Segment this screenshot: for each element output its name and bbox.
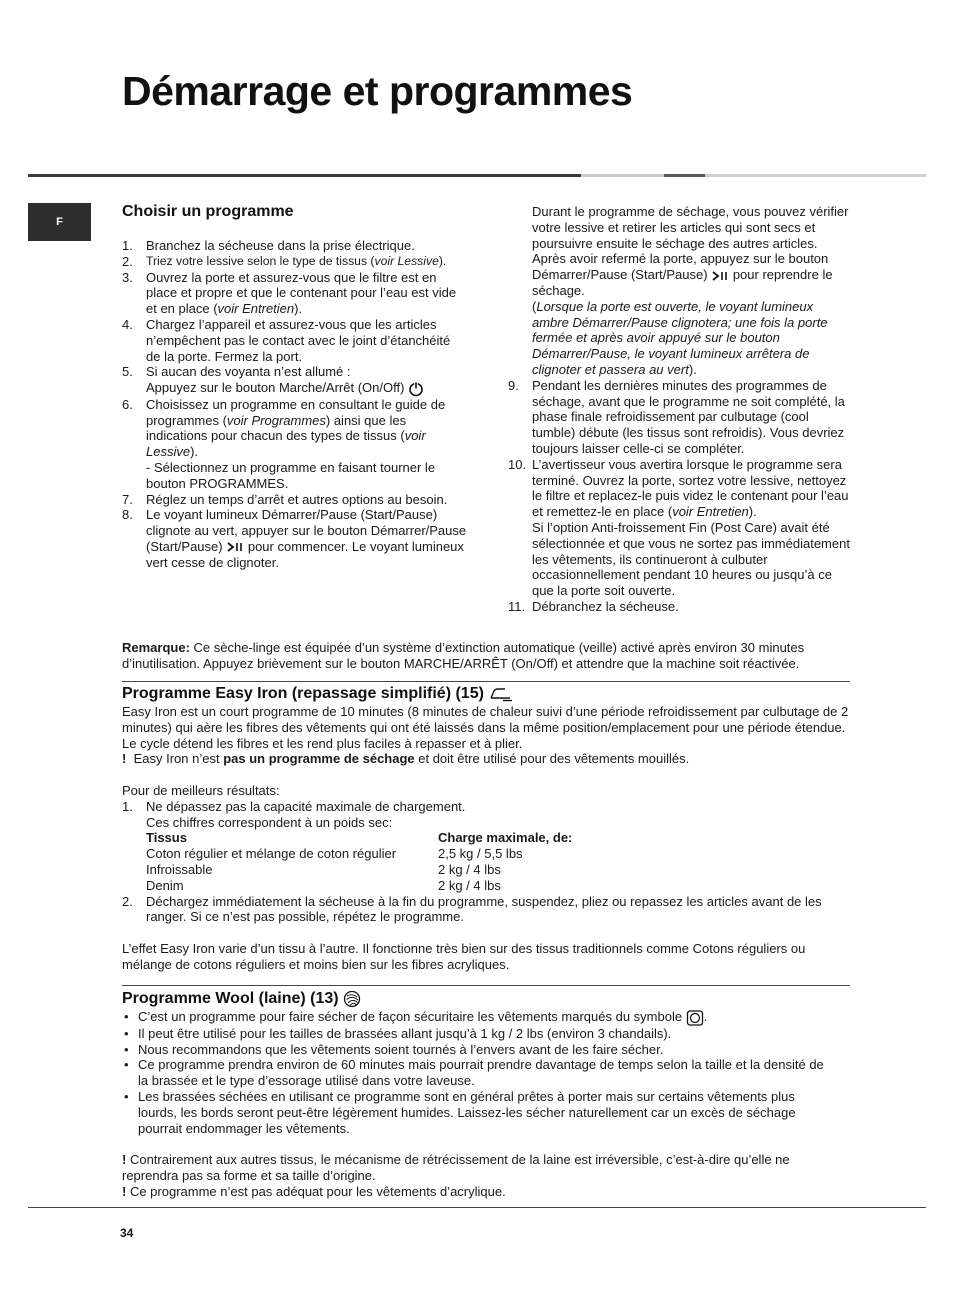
- table-row: Infroissable 2 kg / 4 lbs: [146, 861, 501, 877]
- choose-program-section: [122, 203, 467, 571]
- list-item: • Les brassées séchées en utilisant ce programme sont en général prêtes à porter mais sur certains vêtements plus lourds, les bords seront peut-être légèrement humides. Laissez-les sécher naturellement car un excès de séchage pourrait endommager les vêtements.: [122, 1089, 834, 1136]
- warning-note: ! Ce programme n’est pas adéquat pour les vêtements d’acrylique.: [122, 1183, 506, 1199]
- list-item: 2. Triez votre lessive selon le type de tissus (voir Lessive).: [122, 253, 447, 269]
- warning-note: ! Easy Iron n’est pas un programme de séchage et doit être utilisé pour des vêtements mouillés.: [122, 751, 690, 767]
- table-row: Denim 2 kg / 4 lbs: [146, 877, 501, 893]
- list-item: 1. Branchez la sécheuse dans la prise électrique.: [122, 238, 415, 253]
- list-item: 7. Réglez un temps d’arrêt et autres options au besoin.: [122, 491, 448, 507]
- start-pause-icon: [711, 270, 729, 282]
- section-divider: [122, 985, 850, 986]
- header-rule-segment: [705, 174, 926, 177]
- list-item: 3. Ouvrez la porte et assurez-vous que le filtre est en place et propre et que le contenant pour l’eau est vide et en place (voir Entretien).: [122, 269, 457, 317]
- wool-ball-icon: [343, 990, 361, 1008]
- steps-list: [122, 894, 822, 926]
- list-item: 8. Le voyant lumineux Démarrer/Pause (Start/Pause) clignote au vert, appuyer sur le bouton Démarrer/Pause (Start/Pause) pour commencer. Le voyant lumineux vert cesse de clignoter.: [122, 507, 467, 570]
- list-item: • C’est un programme pour faire sécher de façon sécuritaire les vêtements marqués du symbole .: [122, 1009, 834, 1026]
- list-item: 9. Pendant les dernières minutes des programmes de séchage, avant que le programme ne soit complété, la phase finale refroidissement par culbutage (cool tumble) débute (les tissus sont refroidis). Vous devriez toujours laisser celle-ci se compléter.: [508, 377, 845, 456]
- page-number: 34: [120, 1226, 134, 1240]
- remark: Remarque: Ce sèche-linge est équipée d’un système d’extinction automatique (veille) activé après environ 30 minutes d’inutilisation. Appuyez brièvement sur le bouton MARCHE/ARRÊT (On/Off) et attendre que la machine soit réactivée.: [122, 640, 805, 671]
- section-divider: [122, 681, 850, 682]
- language-badge: F: [28, 203, 91, 241]
- list-item: 2. Déchargez immédiatement la sécheuse à la fin du programme, suspendez, pliez ou repassez les articles avant de les ranger. Si ce n’est pas possible, répétez le programme.: [122, 893, 822, 925]
- list-item: • Nous recommandons que les vêtements soient tournés à l’envers avant de les faire sécher.: [122, 1042, 834, 1058]
- section-heading: Choisir un programme: [122, 203, 294, 220]
- section-heading: Programme Easy Iron (repassage simplifié) (15): [122, 685, 857, 703]
- power-icon: [408, 381, 424, 397]
- table-row: Coton régulier et mélange de coton régulier 2,5 kg / 5,5 lbs: [146, 846, 523, 862]
- iron-icon: [488, 686, 514, 702]
- load-capacity-table: [146, 830, 572, 893]
- wool-bullets: [122, 1009, 834, 1136]
- list-item: 1. Ne dépassez pas la capacité maximale de chargement. Ces chiffres correspondent à un poids sec:: [122, 798, 466, 830]
- step-8-continued: Durant le programme de séchage, vous pouvez vérifier votre lessive et retirer les articles qui sont secs et poursuivre ensuite le séchage des autres articles. Après avoir refermé la porte, appuyez sur le bouton Démarrer/Pause (Start/Pause) pour reprendre le séchage. (Lorsque la porte est ouverte, le voyant lumineux ambre Démarrer/Pause clignotera; une fois la porte fermée et après avoir appuyé sur le bouton Démarrer/Pause, le voyant lumineux arrêtera de clignoter et passera au vert).: [532, 204, 849, 377]
- table-header-row: Tissus Charge maximale, de:: [146, 830, 573, 846]
- page-title: Démarrage et programmes: [122, 68, 633, 114]
- tumble-dry-symbol-icon: [686, 1010, 704, 1026]
- warning-note: ! Contrairement aux autres tissus, le mécanisme de rétrécissement de la laine est irréversible, c’est-à-dire qu’elle ne reprendra pas sa forme et sa taille d’origine.: [122, 1152, 790, 1183]
- easy-iron-intro: Easy Iron est un court programme de 10 minutes (8 minutes de chaleur suivi d’une période refroidissement par culbutage de 2 minutes) qui aère les fibres des vêtements qui ont été laissés dans la même position/emplacement pour une période étendue. Le cycle détend les fibres et les rend plus faciles à repasser et à plier.: [122, 704, 849, 751]
- list-item: 11. Débranchez la sécheuse.: [508, 598, 679, 614]
- list-item: 5. Si aucan des voyanta n’est allumé : Appuyez sur le bouton Marche/Arrêt (On/Off): [122, 364, 467, 396]
- list-item: 10. L’avertisseur vous avertira lorsque le programme sera terminé. Ouvrez la porte, sortez votre lessive, nettoyez le filtre et replacez-le puis videz le contenant pour l’eau et remettez-le en place (voir Entretien). Si l’option Anti-froissement Fin (Post Care) avait été sélectionnée et que vous ne sortez pas immédiatement les vêtements, ils continueront à culbuter occasionnellement pendant 10 heures ou jusqu’à ce que la porte soit ouverte.: [508, 456, 850, 599]
- easy-iron-outro: L’effet Easy Iron varie d’un tissu à l’autre. Il fonctionne très bien sur des tissus traditionnels comme Cotons réguliers ou mélange de cotons réguliers et moins bien sur les fibres acryliques.: [122, 940, 806, 972]
- list-item: 4. Chargez l’appareil et assurez-vous que les articles n’empêchent pas le contact avec le joint d’étanchéité de la porte. Fermez la port.: [122, 316, 451, 364]
- header-rule: [28, 174, 581, 177]
- wool-section: [122, 990, 834, 1200]
- steps-list: [508, 378, 853, 615]
- list-item: • Ce programme prendra environ de 60 minutes mais pourrait prendre davantage de temps selon la taille et la densité de la brassée et le type d’essorage utilisé dans votre laveuse.: [122, 1057, 834, 1089]
- program-continuation: [508, 204, 853, 615]
- footer-rule: [28, 1207, 926, 1208]
- header-rule-segment: [664, 174, 705, 177]
- steps-list: [122, 238, 467, 571]
- best-results-label: Pour de meilleurs résultats:: [122, 782, 280, 798]
- easy-iron-section: [122, 685, 857, 973]
- steps-list: [122, 799, 857, 831]
- list-item: 6. Choisissez un programme en consultant le guide de programmes (voir Programmes) ainsi que les indications pour chacun des types de tissus (voir Lessive). - Sélectionnez un programme en faisant tourner le bouton PROGRAMMES.: [122, 396, 446, 491]
- header-rule-segment: [581, 174, 664, 177]
- start-pause-icon: [226, 541, 244, 553]
- section-heading: Programme Wool (laine) (13): [122, 990, 834, 1008]
- list-item: • Il peut être utilisé pour les tailles de brassées allant jusqu’à 1 kg / 2 lbs (environ 3 chandails).: [122, 1026, 834, 1042]
